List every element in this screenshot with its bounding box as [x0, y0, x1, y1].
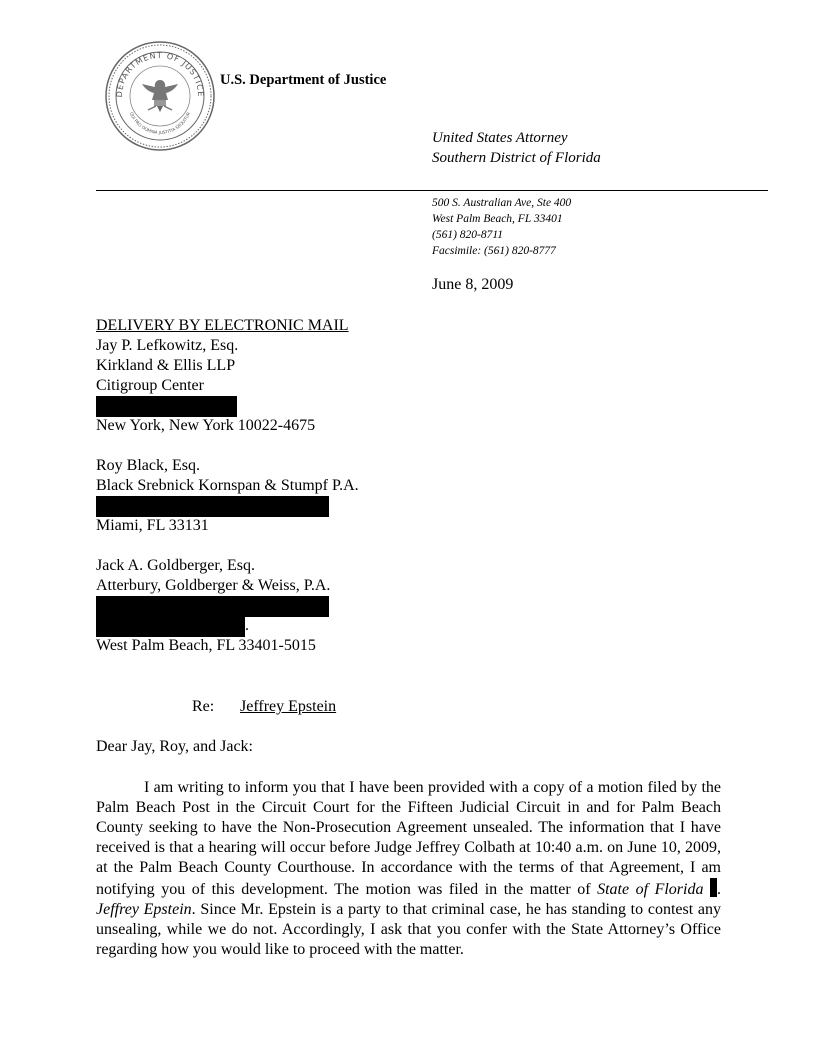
recipients-block	[96, 316, 359, 656]
address-fax: Facsimile: (561) 820-8777	[432, 245, 556, 257]
re-subject: Jeffrey Epstein	[240, 698, 337, 715]
delivery-method: DELIVERY BY ELECTRONIC MAIL	[96, 317, 349, 334]
recipient-3-redacted-line	[96, 596, 359, 616]
recipient-1-building: Citigroup Center	[96, 377, 204, 394]
svg-text:QUI PRO DOMINA JUSTITIA SEQUIT: QUI PRO DOMINA JUSTITIA SEQUITUR	[128, 111, 192, 136]
address-street: 500 S. Australian Ave, Ste 400	[432, 197, 572, 209]
case-plaintiff: State of Florida	[597, 881, 704, 898]
recipient-2-name: Roy Black, Esq.	[96, 457, 200, 474]
inline-redaction	[710, 878, 717, 897]
recipient-1-firm: Kirkland & Ellis LLP	[96, 357, 236, 374]
recipient-1-redacted-line	[96, 396, 359, 416]
recipient-3-redacted-line-2	[96, 616, 359, 636]
address-phone: (561) 820-8711	[432, 229, 504, 241]
recipient-2-firm: Black Srebnick Kornspan & Stumpf P.A.	[96, 477, 359, 494]
redaction-box	[96, 496, 329, 517]
recipient-2-redacted-line	[96, 496, 359, 516]
body-text: I am writing to inform you that I have been provided with a copy of a motion filed by the Palm Beach Post in the Circuit Court for the Fifteen Judicial Circuit in and for Palm Beach County seeking to have the Non-Prosecution Agreement unsealed. The information that I have received is that a hearing will occur before Judge Jeffrey Colbath at 10:40 a.m. on June 10, 2009, at the Palm Beach County Courthouse. In accordance with the terms of that Agreement, I am notifying you of this development. The motion was filed in the matter of	[96, 779, 721, 898]
redaction-trailing-period: .	[245, 617, 249, 634]
redaction-box	[96, 616, 245, 637]
office-title: United States Attorney	[432, 130, 568, 146]
recipient-2-city: Miami, FL 33131	[96, 517, 209, 534]
recipient-3-name: Jack A. Goldberger, Esq.	[96, 557, 256, 574]
case-separator: .	[717, 881, 722, 898]
office-block	[432, 128, 601, 168]
body-paragraph	[96, 778, 721, 960]
svg-text:DEPARTMENT OF JUSTICE: DEPARTMENT OF JUSTICE	[114, 50, 206, 98]
recipient-3-city: West Palm Beach, FL 33401-5015	[96, 637, 316, 654]
header-rule	[96, 190, 768, 191]
office-address	[432, 195, 571, 259]
blank-line	[96, 436, 359, 456]
redaction-box	[96, 596, 329, 617]
salutation: Dear Jay, Roy, and Jack:	[96, 738, 253, 755]
seal-icon	[104, 40, 216, 152]
redaction-box	[96, 396, 237, 417]
doj-seal	[104, 40, 216, 152]
case-defendant: Jeffrey Epstein	[96, 901, 192, 918]
office-district: Southern District of Florida	[432, 150, 601, 166]
re-label: Re:	[192, 698, 215, 715]
recipient-1-city: New York, New York 10022-4675	[96, 417, 316, 434]
recipient-1-name: Jay P. Lefkowitz, Esq.	[96, 337, 239, 354]
address-city: West Palm Beach, FL 33401	[432, 213, 563, 225]
recipient-3-firm: Atterbury, Goldberger & Weiss, P.A.	[96, 577, 331, 594]
blank-line	[96, 536, 359, 556]
re-line	[192, 698, 336, 716]
body-text-end: . Since Mr. Epstein is a party to that criminal case, he has standing to contest any unsealing, while we do not. Accordingly, I ask that you confer with the State Attorney’s Office regarding how you would like to proceed with the matter.	[96, 901, 722, 958]
letter-date: June 8, 2009	[432, 276, 514, 293]
agency-name: U.S. Department of Justice	[220, 72, 387, 88]
